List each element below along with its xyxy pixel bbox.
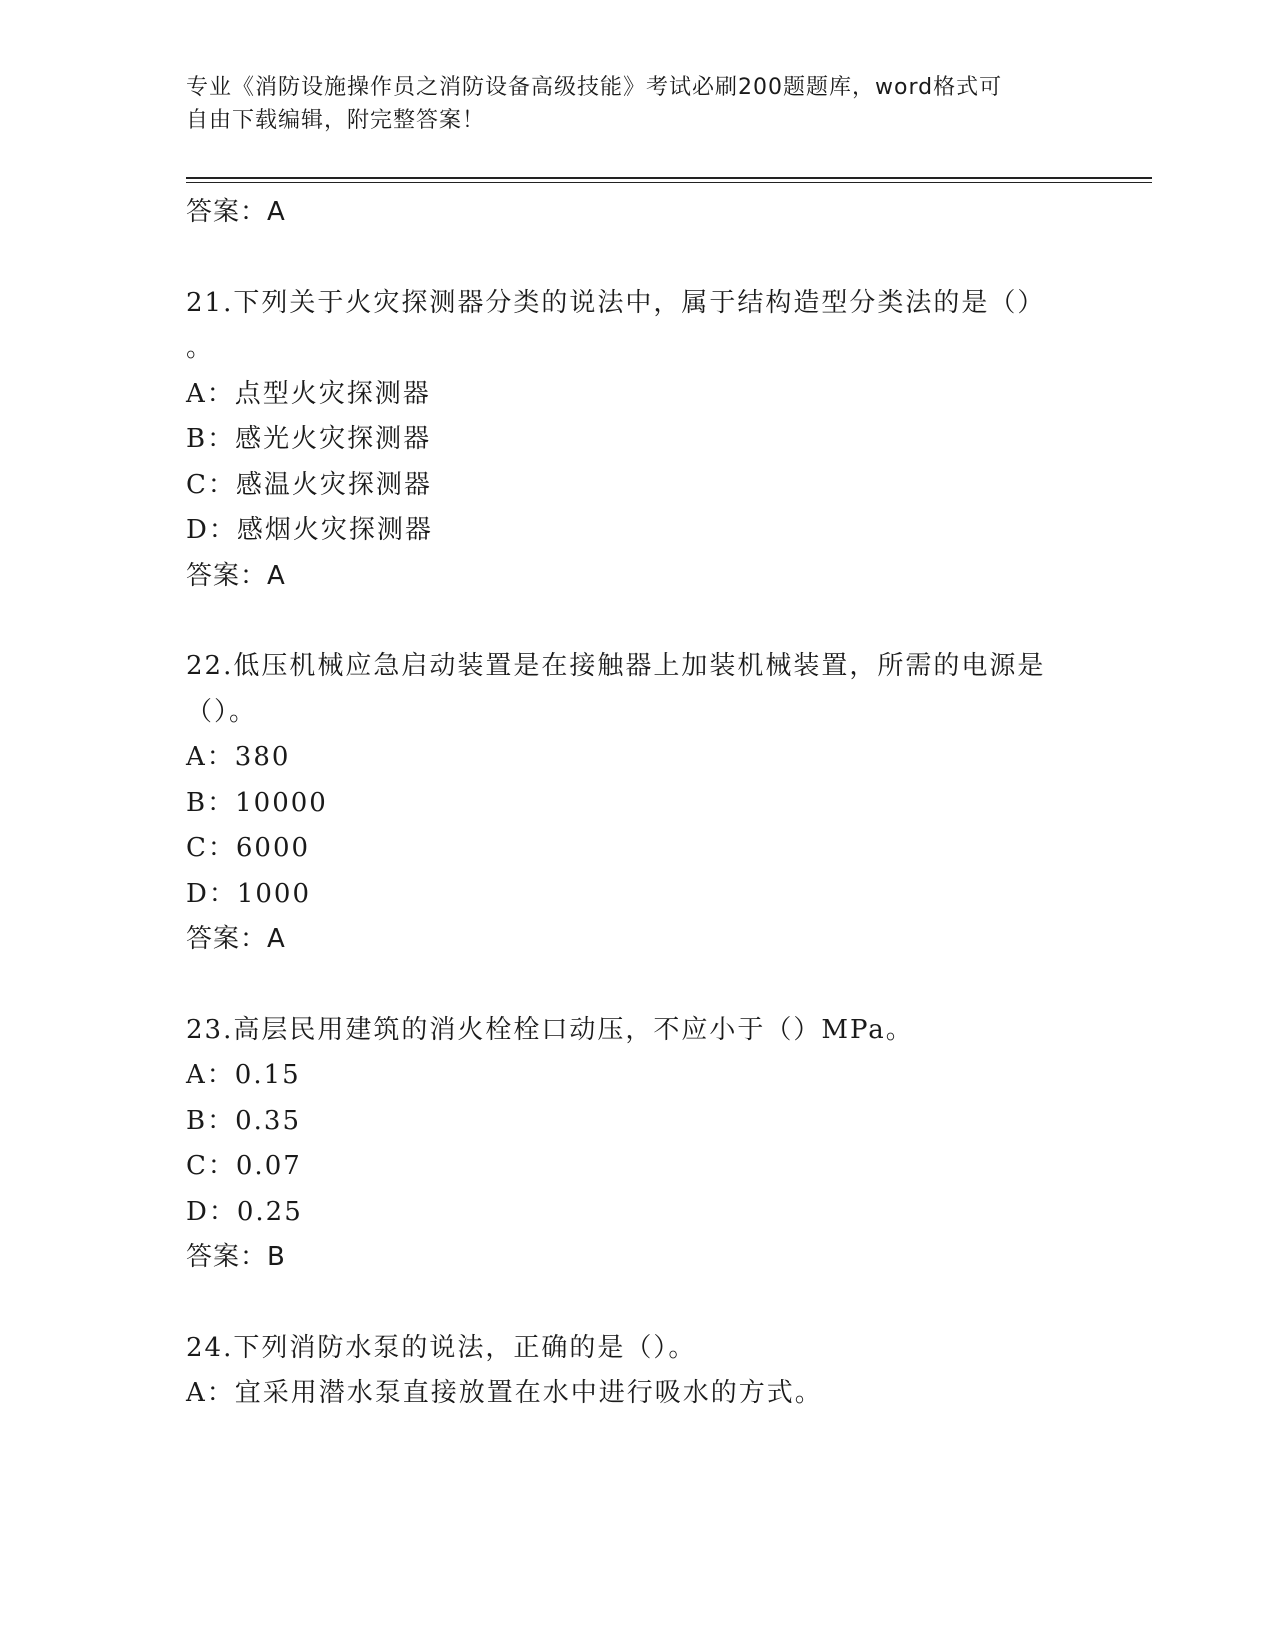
- option-a: A：宜采用潜水泵直接放置在水中进行吸水的方式。: [186, 1378, 823, 1408]
- answer-line: 答案：B: [186, 1242, 286, 1272]
- question-stem: 23.高层民用建筑的消火栓栓口动压，不应小于（）MPa。: [186, 1014, 914, 1045]
- question-23: [186, 1008, 1086, 1281]
- option-c: C：6000: [186, 833, 311, 863]
- header-rule-thin: [186, 182, 1152, 183]
- question-24: [186, 1326, 1086, 1417]
- header-line-2: 自由下载编辑，附完整答案！: [186, 108, 486, 133]
- option-d: D：1000: [186, 878, 312, 909]
- option-c: C：0.07: [186, 1151, 302, 1181]
- option-d: D：0.25: [186, 1196, 303, 1227]
- answer-line: 答案：A: [186, 560, 286, 591]
- option-b: B：0.35: [186, 1105, 301, 1136]
- question-stem: 24.下列消防水泵的说法，正确的是（）。: [186, 1332, 697, 1363]
- question-stem: 21.下列关于火灾探测器分类的说法中，属于结构造型分类法的是（）: [186, 287, 1046, 318]
- option-a: A：380: [186, 742, 291, 772]
- option-b: B：感光火灾探测器: [186, 424, 432, 454]
- option-c: C：感温火灾探测器: [186, 469, 432, 500]
- option-a: A：点型火灾探测器: [186, 378, 431, 409]
- document-header: [186, 71, 1066, 137]
- header-line-1: 专业《消防设施操作员之消防设备高级技能》考试必刷200题题库，word格式可: [186, 75, 1003, 100]
- option-b: B：10000: [186, 787, 328, 818]
- header-rule-thick: [186, 177, 1152, 179]
- answer-line: 答案：A: [186, 197, 286, 227]
- question-22: [186, 644, 1086, 963]
- option-d: D：感烟火灾探测器: [186, 515, 433, 545]
- answer-line: 答案：A: [186, 924, 286, 954]
- question-stem-continued: 。: [186, 333, 215, 363]
- question-stem-continued: （）。: [186, 696, 258, 727]
- question-stem: 22.低压机械应急启动装置是在接触器上加装机械装置，所需的电源是: [186, 651, 1046, 681]
- question-list: [186, 190, 1086, 1417]
- option-a: A：0.15: [186, 1060, 301, 1090]
- question-21: [186, 281, 1086, 600]
